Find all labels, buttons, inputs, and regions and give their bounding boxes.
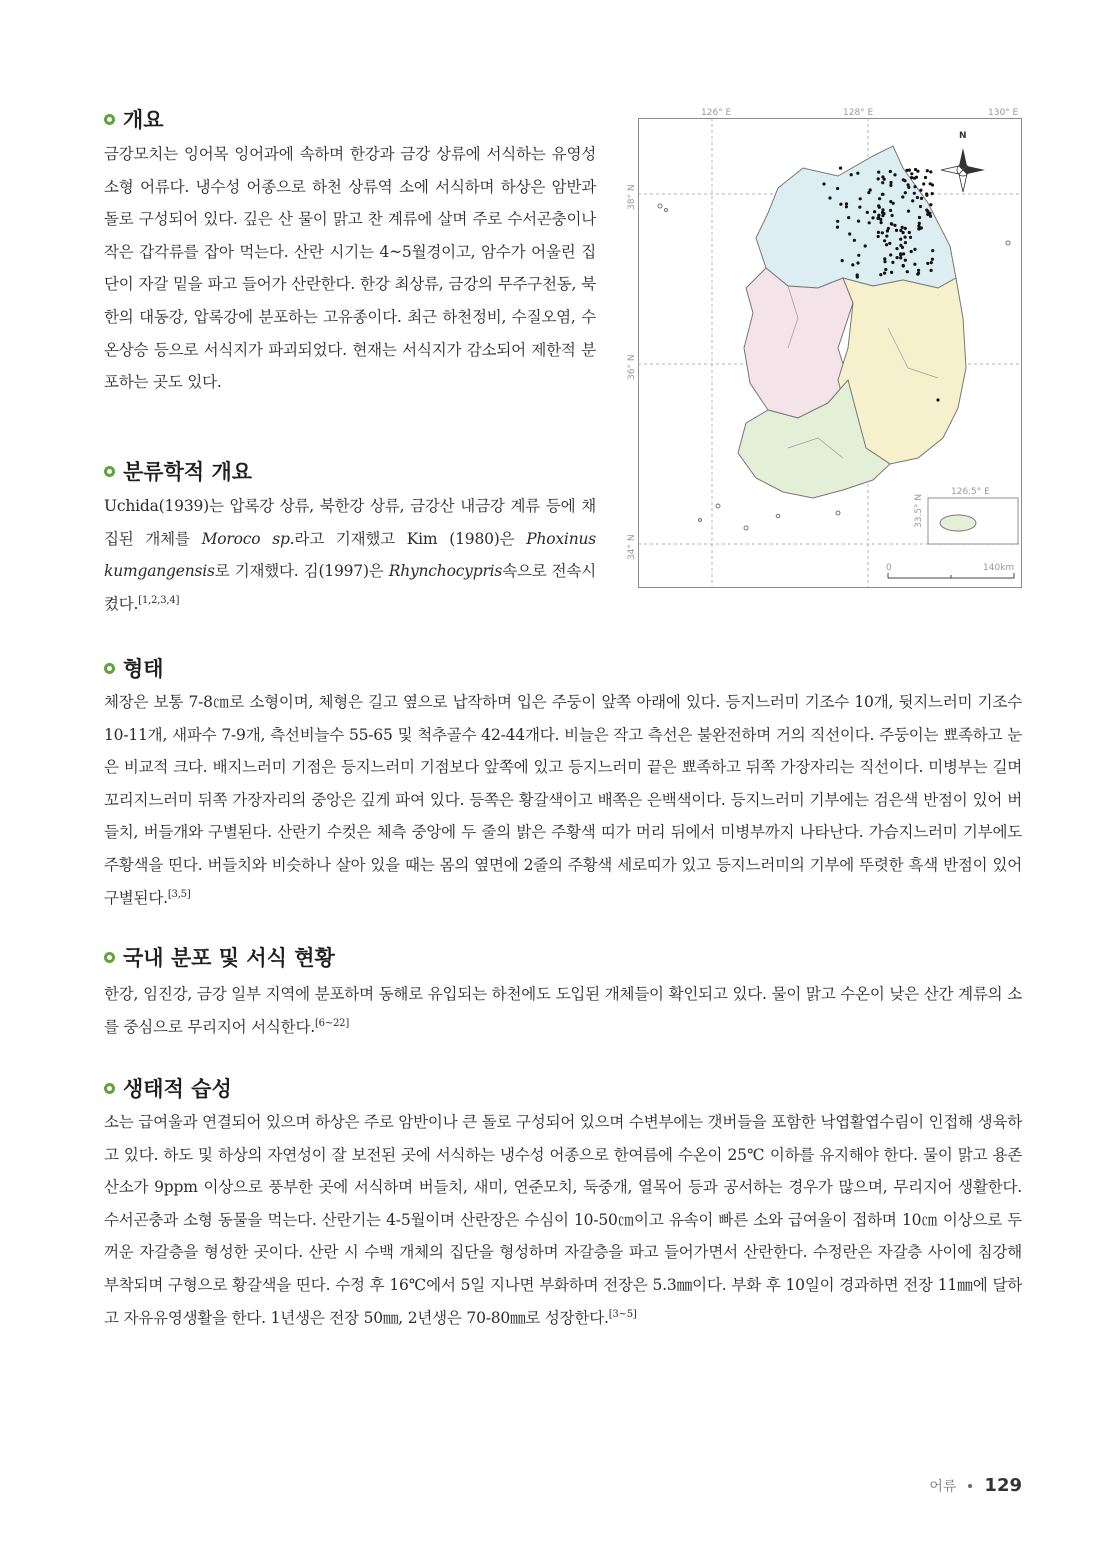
distribution-point bbox=[881, 181, 884, 184]
distribution-map bbox=[627, 108, 1022, 588]
distribution-point bbox=[889, 253, 892, 256]
distribution-point bbox=[890, 271, 893, 274]
distribution-point bbox=[917, 227, 920, 230]
distribution-point bbox=[857, 254, 860, 257]
taxonomy-italic-2: Phoxinus kumgangensis bbox=[104, 529, 597, 581]
distribution-point bbox=[930, 261, 933, 264]
distribution-point bbox=[901, 195, 904, 198]
distribution-point bbox=[917, 224, 920, 227]
distribution-point bbox=[911, 199, 914, 202]
distribution-point bbox=[893, 224, 896, 227]
distribution-point bbox=[883, 178, 886, 181]
distribution-point bbox=[896, 256, 899, 259]
distribution-point bbox=[873, 210, 876, 213]
bullet-icon bbox=[104, 663, 115, 674]
distribution-point bbox=[895, 229, 898, 232]
lat-label-38: 38° N bbox=[627, 184, 637, 210]
distribution-point bbox=[850, 173, 853, 176]
distribution-point bbox=[836, 220, 839, 223]
north-label: N bbox=[959, 131, 967, 141]
jeju-island bbox=[940, 515, 976, 531]
distribution-point bbox=[866, 211, 869, 214]
distribution-point bbox=[929, 182, 932, 185]
lat-label-34: 34° N bbox=[627, 534, 637, 560]
distribution-point bbox=[889, 209, 892, 212]
distribution-point bbox=[913, 263, 916, 266]
distribution-point bbox=[877, 204, 880, 207]
heading-text: 분류학적 개요 bbox=[123, 460, 253, 484]
distribution-point bbox=[839, 167, 842, 170]
distribution-point bbox=[876, 217, 879, 220]
section-heading-morphology bbox=[104, 653, 164, 683]
section-heading-distribution bbox=[104, 942, 335, 972]
distribution-point bbox=[877, 231, 880, 234]
distribution-point bbox=[926, 262, 929, 265]
distribution-point bbox=[888, 242, 891, 245]
distribution-point bbox=[922, 182, 925, 185]
distribution-point bbox=[845, 202, 848, 205]
distribution-point bbox=[925, 209, 928, 212]
distribution-point bbox=[913, 192, 916, 195]
overview-paragraph bbox=[104, 138, 596, 399]
distribution-point bbox=[936, 398, 939, 401]
distribution-point bbox=[851, 263, 854, 266]
distribution-point bbox=[836, 187, 839, 190]
distribution-point bbox=[885, 235, 888, 238]
heading-text: 개요 bbox=[123, 108, 164, 132]
distribution-point bbox=[919, 205, 922, 208]
taxonomy-ref: [1,2,3,4] bbox=[138, 594, 180, 606]
distribution-point bbox=[904, 259, 907, 262]
distribution-point bbox=[886, 229, 889, 232]
distribution-point bbox=[892, 202, 895, 205]
distribution-point bbox=[853, 239, 856, 242]
distribution-point bbox=[889, 170, 892, 173]
section-heading-overview bbox=[104, 104, 164, 134]
distribution-point bbox=[879, 218, 882, 221]
scale-start: 0 bbox=[886, 563, 892, 573]
distribution-point bbox=[883, 257, 886, 260]
morphology-text: 체장은 보통 7-8㎝로 소형이며, 체형은 길고 옆으로 납작하며 입은 주둥이 앞쪽 아래에 있다. 등지느러미 기조수 10개, 뒷지느러미 기조수 10-11개, 새파수 7-9개, 측선비늘수 55-65 및 척추골수 42-44개다. 비늘은 작고 측선은 불완전하며 거의 직선이다. 주둥이는 뾰족하고 눈은 비교적 크다. 배지느러미 기점은 등지느러미 기점보다 앞쪽에 있고 등지느러미 끝은 뾰족하고 뒤쪽 가장자리는 직선이다. 미병부는 길며 꼬리지느러미 뒤쪽 가장자리의 중앙은 깊게 파여 있다. 등쪽은 황갈색이고 배쪽은 은백색이다. 등지느러미 기부에는 검은색 반점이 있어 버들치, 버들개와 구별된다. 산란기 수컷은 체측 중앙에 두 줄의 밝은 주황색 띠가 머리 뒤에서 미병부까지 나타난다. 가슴지느러미 기부에도 주황색을 띤다. 버들치와 비슷하나 살아 있을 때는 몸의 옆면에 2줄의 주황색 세로띠가 있고 등지느러미의 기부에 뚜렷한 흑색 반점이 있어 구별된다. bbox=[104, 693, 1022, 907]
heading-text: 형태 bbox=[123, 657, 164, 681]
distribution-point bbox=[926, 169, 929, 172]
distribution-point bbox=[881, 211, 884, 214]
morphology-paragraph bbox=[104, 686, 1022, 914]
taxonomy-text-4: 속으로 전속시켰다. bbox=[104, 562, 596, 613]
distribution-point bbox=[910, 176, 913, 179]
distribution-point bbox=[904, 236, 907, 239]
distribution-point bbox=[845, 205, 848, 208]
footer-section: 어류 bbox=[929, 1478, 957, 1495]
distribution-point bbox=[884, 268, 887, 271]
overview-text: 금강모치는 잉어목 잉어과에 속하며 한강과 금강 상류에 서식하는 유영성 소형 어류다. 냉수성 어종으로 하천 상류역 소에 서식하며 하상은 암반과 돌로 구성되어 있다. 깊은 산 물이 맑고 찬 계류에 살며 주로 수서곤충이나 작은 갑각류를 잡아 먹는다. 산란 시기는 4~5월경이고, 암수가 어울린 집단이 자갈 밑을 파고 들어가 산란한다. 한강 최상류, 금강의 무주구천동, 북한의 대동강, 압록강에 분포하는 고유종이다. 최근 하천정비, 수질오염, 수온상승 등으로 서식지가 파괴되었다. 현재는 서식지가 감소되어 제한적 분포하는 곳도 있다. bbox=[104, 145, 596, 392]
distribution-point bbox=[881, 193, 884, 196]
distribution-point bbox=[931, 192, 934, 195]
distribution-point bbox=[895, 247, 898, 250]
distribution-point bbox=[904, 191, 907, 194]
distribution-point bbox=[929, 215, 932, 218]
footer-dot bbox=[968, 1484, 972, 1488]
distribution-point bbox=[899, 256, 902, 259]
taxonomy-italic-1: Moroco sp. bbox=[201, 529, 295, 548]
distribution-point bbox=[902, 252, 905, 255]
distribution-point bbox=[910, 172, 913, 175]
distribution-point bbox=[925, 194, 928, 197]
bullet-icon bbox=[104, 466, 115, 477]
taxonomy-text bbox=[104, 490, 596, 620]
bullet-icon bbox=[104, 1083, 115, 1094]
section-heading-ecology bbox=[104, 1073, 232, 1103]
distribution-point bbox=[881, 231, 884, 234]
taxonomy-paragraph bbox=[104, 490, 596, 620]
distribution-point bbox=[877, 177, 880, 180]
inset-lat-label: 33.5° N bbox=[914, 493, 924, 528]
distribution-point bbox=[904, 241, 907, 244]
heading-text: 국내 분포 및 서식 현황 bbox=[123, 946, 335, 970]
distribution-point bbox=[880, 221, 883, 224]
lon-label-128: 128° E bbox=[843, 108, 874, 118]
distribution-point bbox=[931, 258, 934, 261]
distribution-point bbox=[857, 220, 860, 223]
distribution-point bbox=[841, 259, 844, 262]
distribution-point bbox=[871, 216, 874, 219]
distribution-point bbox=[899, 229, 902, 232]
distribution-point bbox=[848, 232, 851, 235]
distribution-point bbox=[899, 238, 902, 241]
distribution-point bbox=[915, 176, 918, 179]
distribution-point bbox=[839, 203, 842, 206]
distribution-point bbox=[899, 253, 902, 256]
distribution-paragraph bbox=[104, 978, 1022, 1043]
distribution-point bbox=[902, 178, 905, 181]
page-footer bbox=[929, 1475, 1022, 1496]
heading-text: 생태적 습성 bbox=[123, 1077, 232, 1101]
distribution-point bbox=[868, 221, 871, 224]
distribution-point bbox=[908, 169, 911, 172]
distribution-point bbox=[902, 264, 905, 267]
distribution-point bbox=[918, 222, 921, 225]
distribution-point bbox=[917, 269, 920, 272]
distribution-point bbox=[901, 246, 904, 249]
inset-lon-label: 126.5° E bbox=[951, 487, 990, 497]
distribution-point bbox=[929, 170, 932, 173]
distribution-point bbox=[878, 197, 881, 200]
distribution-point bbox=[822, 182, 825, 185]
distribution-point bbox=[856, 261, 859, 264]
distribution-point bbox=[916, 273, 919, 276]
distribution-point bbox=[881, 208, 884, 211]
distribution-point bbox=[924, 176, 927, 179]
distribution-text: 한강, 임진강, 금강 일부 지역에 분포하며 동해로 유입되는 하천에도 도입된 개체들이 확인되고 있다. 물이 맑고 수온이 낮은 산간 계류의 소를 중심으로 무리지어 서식한다. bbox=[104, 985, 1022, 1036]
distribution-point bbox=[916, 196, 919, 199]
distribution-point bbox=[859, 197, 862, 200]
distribution-point bbox=[889, 181, 892, 184]
bullet-icon bbox=[104, 952, 115, 963]
distribution-point bbox=[931, 249, 934, 252]
distribution-point bbox=[869, 188, 872, 191]
distribution-point bbox=[907, 183, 910, 186]
taxonomy-text-3: 로 기재했다. 김(1997)은 bbox=[214, 562, 389, 581]
section-heading-taxonomy bbox=[104, 456, 252, 486]
ecology-paragraph bbox=[104, 1106, 1022, 1334]
distribution-point bbox=[856, 273, 859, 276]
distribution-point bbox=[893, 173, 896, 176]
distribution-point bbox=[930, 269, 933, 272]
bullet-icon bbox=[104, 114, 115, 125]
distribution-point bbox=[877, 214, 880, 217]
distribution-point bbox=[864, 244, 867, 247]
distribution-point bbox=[913, 185, 916, 188]
distribution-point bbox=[929, 203, 932, 206]
distribution-ref: [6~22] bbox=[314, 1017, 350, 1029]
distribution-point bbox=[909, 236, 912, 239]
page-number: 129 bbox=[984, 1475, 1022, 1496]
distribution-point bbox=[907, 210, 910, 213]
distribution-point bbox=[877, 171, 880, 174]
distribution-point bbox=[856, 172, 859, 175]
distribution-point bbox=[883, 239, 886, 242]
distribution-point bbox=[904, 227, 907, 230]
distribution-point bbox=[858, 206, 861, 209]
lon-label-130: 130° E bbox=[988, 108, 1019, 118]
taxonomy-text-1: Uchida(1939)는 압록강 상류, 북한강 상류, 금강산 내금강 계류 등에 채집된 개체를 bbox=[104, 497, 596, 548]
distribution-point bbox=[913, 248, 916, 251]
distribution-point bbox=[885, 243, 888, 246]
distribution-point bbox=[890, 223, 893, 226]
distribution-point bbox=[883, 272, 886, 275]
distribution-point bbox=[828, 196, 831, 199]
distribution-point bbox=[836, 226, 839, 229]
ecology-text: 소는 급여울과 연결되어 있으며 하상은 주로 암반이나 큰 돌로 구성되어 있으며 수변부에는 갯버들을 포함한 낙엽활엽수림이 인접해 생육하고 있다. 하도 및 하상의 자연성이 잘 보전된 곳에 서식하는 냉수성 어종으로 한여름에 수온이 25℃ 이하를 유지해야 한다. 물이 맑고 용존산소가 9ppm 이상으로 풍부한 곳에 서식하며 버들치, 새미, 연준모치, 둑중개, 열목어 등과 공서하는 경우가 많으며, 무리지어 생활한다. 수서곤충과 소형 동물을 먹는다. 산란기는 4-5월이며 산란장은 수심이 10-50㎝이고 유속이 빠른 소와 급여울이 접하며 10㎝ 이상으로 두꺼운 자갈층을 형성한 곳이다. 산란 시 수백 개체의 집단을 형성하며 자갈층을 파고 들어가면서 산란한다. 수정란은 자갈층 사이에 침강해 부착되며 구형으로 황갈색을 띤다. 수정 후 16℃에서 5일 지나면 부화하며 전장은 5.3㎜이다. 부화 후 10일이 경과하면 전장 11㎜에 달하고 자유유영생활을 한다. 1년생은 전장 50㎜, 2년생은 70-80㎜로 성장한다. bbox=[104, 1113, 1022, 1327]
lon-label-126: 126° E bbox=[701, 108, 732, 118]
morphology-ref: [3,5] bbox=[167, 888, 191, 900]
distribution-point bbox=[919, 189, 922, 192]
ecology-ref: [3~5] bbox=[608, 1308, 637, 1320]
distribution-point bbox=[891, 261, 894, 264]
distribution-point bbox=[908, 231, 911, 234]
distribution-point bbox=[918, 216, 921, 219]
distribution-point bbox=[910, 250, 913, 253]
scale-end: 140km bbox=[983, 563, 1015, 573]
distribution-point bbox=[847, 216, 850, 219]
distribution-point bbox=[906, 270, 909, 273]
taxonomy-text-2: 라고 기재했고 Kim (1980)은 bbox=[294, 529, 527, 548]
distribution-point bbox=[920, 197, 923, 200]
distribution-point bbox=[889, 184, 892, 187]
distribution-point bbox=[901, 226, 904, 229]
distribution-point bbox=[879, 273, 882, 276]
distribution-point bbox=[891, 214, 894, 217]
distribution-point bbox=[877, 235, 880, 238]
taxonomy-italic-3: Rhynchocypris bbox=[388, 562, 503, 581]
distribution-point bbox=[916, 170, 919, 173]
distribution-point bbox=[928, 212, 931, 215]
lat-label-36: 36° N bbox=[627, 354, 637, 380]
distribution-point bbox=[881, 214, 884, 217]
